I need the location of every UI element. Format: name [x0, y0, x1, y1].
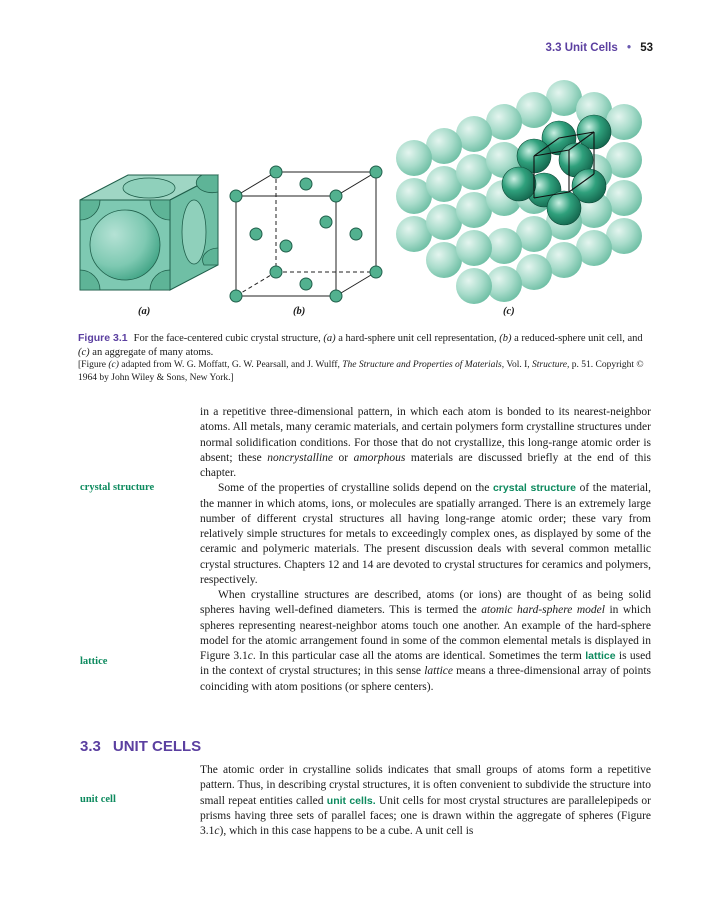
figure-label-a: (a) — [138, 306, 151, 317]
body-text-lower — [200, 763, 651, 839]
para1-text: in a repetitive three-dimensional pattern, in which each atom is bonded to its nearest-neighbor atoms. All metals, many ceramic materials, and certain polymers form crystalline structures under normal solidification conditions. For those that do not crystallize, this long-range atomic order is absent; these — [200, 406, 651, 464]
credit-title: The Structure and Properties of Materials, — [342, 360, 505, 370]
paragraph-3 — [200, 588, 651, 695]
para4-c: c — [214, 825, 220, 837]
para3-mid3: is used in the context of crystal structures; in this sense — [200, 650, 652, 678]
figure-label-b: (b) — [293, 306, 306, 317]
section-heading — [80, 738, 201, 755]
reduced-sphere-unit-cell — [226, 164, 396, 314]
para3-mid2: . In this particular case all the atoms are identical. Sometimes the term — [252, 650, 586, 662]
sphere-stack — [396, 80, 642, 304]
figure-3-1 — [78, 80, 658, 320]
para4-mid: Unit cells for most crystal structures are parallelepipeds or prisms having three sets of parallel faces; one is drawn within the aggregate of spheres (Figure 3.1 — [200, 794, 651, 837]
para2-start: Some of the properties of crystalline solids depend on the — [218, 482, 493, 495]
caption-main — [78, 332, 656, 359]
para3-mid: in which spheres representing nearest-neighbor atoms touch one another. An example of the hard-sphere model for the atomic arrangement found in some of the common elemental metals is displayed in Figure 3.1 — [200, 604, 651, 662]
section-title: UNIT CELLS — [112, 738, 202, 755]
para1-amorphous: amorphous — [353, 451, 406, 464]
paragraph-4 — [200, 763, 651, 839]
para2-end: of the material, the manner in which atoms, ions, or molecules are spatially arranged. There is an extremely large number of different crystal structures all having long-range atomic order; these vary from relatively simple structures for metals to exceedingly complex ones, as displayed by some of the ceramic and polymeric materials. The present discussion deals with several common metallic crystal structures. Chapters 12 and 14 are devoted to crystal structures for ceramics and polymers, respectively. — [200, 482, 651, 586]
para3-start: When crystalline structures are described, atoms (or ions) are thought of as being solid spheres having well-defined diameters. This is termed the — [200, 589, 651, 617]
para1-noncrystalline: noncrystalline — [267, 451, 334, 464]
caption-c: (c) — [78, 346, 90, 358]
caption-a: (a) — [323, 333, 336, 344]
term-lattice: lattice — [585, 650, 616, 662]
term-unit-cells: unit cells. — [326, 794, 376, 807]
para1-end: materials are discussed briefly at the end of this chapter. — [200, 451, 651, 479]
para3-c: c — [247, 650, 253, 662]
credit-c: (c) — [108, 360, 119, 370]
credit-2: adapted from W. G. Moffatt, G. W. Pearsall, and J. Wulff, — [118, 360, 343, 370]
body-text-upper — [200, 405, 651, 695]
margin-term-unit-cell: unit cell — [80, 794, 116, 805]
credit-1: [Figure — [78, 360, 109, 370]
para3-lattice-em: lattice — [424, 665, 453, 678]
para3-end: means a three-dimensional array of points coinciding with atom positions (or sphere centers). — [200, 665, 651, 693]
para1-or: or — [333, 451, 354, 464]
para4-start: The atomic order in crystalline solids indicates that small groups of atoms form a repetitive pattern. Thus, in describing crystal structures, it is often convenient to subdivide the structure into small repeat entities called — [200, 764, 651, 807]
caption-text-2: a hard-sphere unit cell representation, — [335, 333, 500, 344]
credit-4: p. 51. Copyright © 1964 by John Wiley & Sons, New York.] — [78, 360, 644, 383]
paragraph-1 — [200, 405, 651, 481]
page-number: 53 — [640, 42, 653, 54]
credit-3: Vol. I, — [504, 360, 533, 370]
atom-aggregate — [394, 80, 644, 305]
para3-atomic-hard-sphere: atomic hard-sphere model — [481, 604, 605, 617]
paragraph-2 — [200, 481, 651, 588]
figure-label-c: (c) — [503, 306, 515, 317]
credit-vol: Structure, — [532, 360, 570, 370]
caption-b: (b) — [499, 333, 512, 344]
section-number: 3.3 — [80, 738, 101, 755]
figure-number: Figure 3.1 — [78, 332, 128, 344]
caption-text-4: an aggregate of many atoms. — [89, 346, 214, 358]
caption-text-1: For the face-centered cubic crystal structure, — [133, 333, 324, 344]
margin-term-lattice: lattice — [80, 656, 108, 667]
running-head-separator: • — [626, 42, 631, 54]
running-head — [546, 42, 653, 54]
figure-caption — [78, 332, 656, 384]
caption-text-3: a reduced-sphere unit cell, and — [511, 333, 643, 344]
running-head-section: 3.3 Unit Cells — [545, 42, 618, 54]
caption-credit — [78, 359, 656, 384]
term-crystal-structure: crystal structure — [492, 482, 576, 495]
margin-term-crystal-structure: crystal structure — [80, 482, 155, 493]
para4-end: ), which in this case happens to be a cube. A unit cell is — [219, 825, 474, 837]
